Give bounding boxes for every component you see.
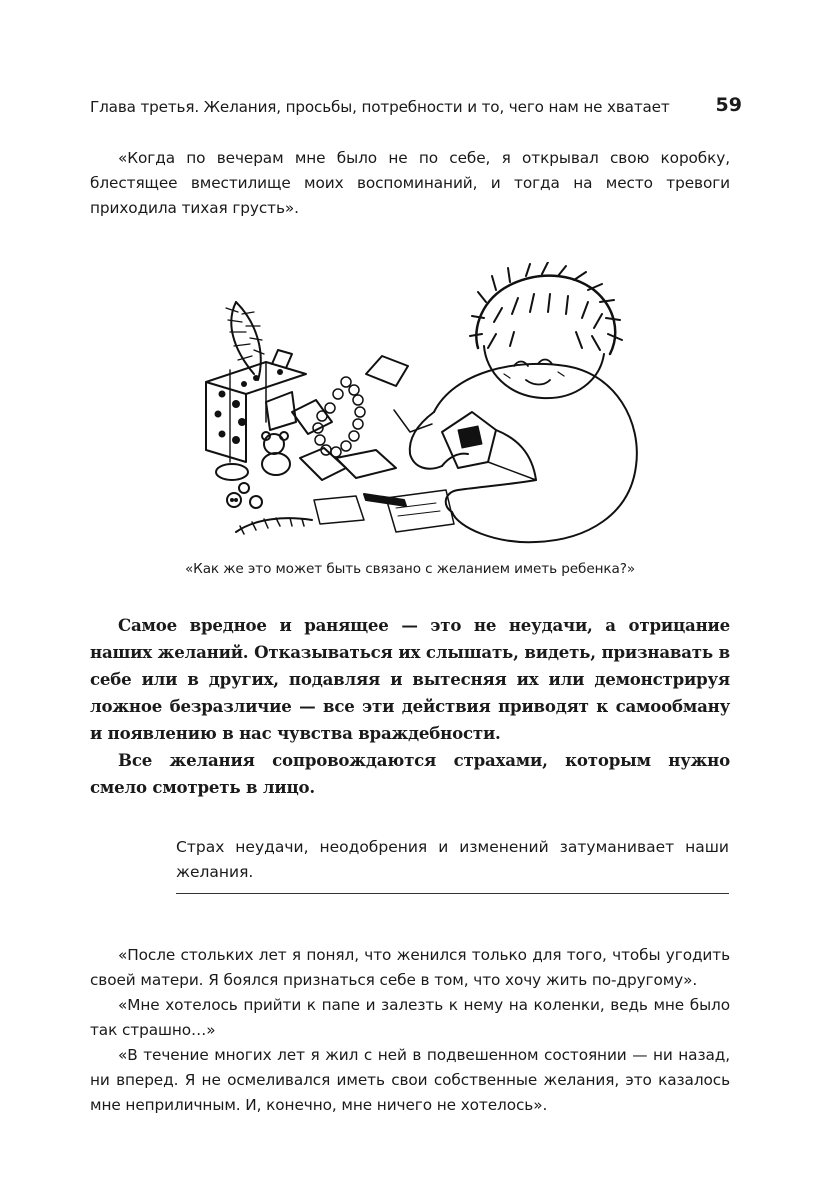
testimonials [90,943,730,1118]
chapter-title: Глава третья. Желания, просьбы, потребности и то, чего нам не хватает [90,98,670,116]
testimonial-quote: «В течение многих лет я жил с ней в подвешенном состоянии — ни назад, ни вперед. Я не осмеливался иметь свои собственные желания, это казалось мне неприличным. И, конечно, мне ничего не хотелось». [90,1046,730,1114]
testimonial-quote: «Мне хотелось прийти к папе и залезть к нему на коленки, ведь мне было так страшно…» [90,996,730,1039]
main-body [90,612,730,801]
illustration-child-with-memory-box [196,262,648,544]
opening-quote: «Когда по вечерам мне было не по себе, я открывал свою коробку, блестящее вместилище моих воспоминаний, и тогда на место тревоги приходила тихая грусть». [90,149,730,217]
body-paragraph: Все желания сопровождаются страхами, которым нужно смело смотреть в лицо. [90,750,730,797]
opening-quote-block [90,146,730,221]
page-number: 59 [715,94,742,116]
body-paragraph: Самое вредное и ранящее — это не неудачи, а отрицание наших желаний. Отказываться их слышать, видеть, признавать в себе или в других, подавляя и вытесняя их или демонстрируя ложное безразличие — все эти действия приводят к самообману и появлению в нас чувства враждебности. [90,615,730,743]
running-head [90,94,742,124]
callout-box [176,835,729,894]
figure-caption: «Как же это может быть связано с желанием иметь ребенка?» [184,561,636,577]
callout-text: Страх неудачи, неодобрения и изменений затуманивает наши желания. [176,838,729,881]
testimonial-quote: «После стольких лет я понял, что женился только для того, чтобы угодить своей матери. Я боялся признаться себе в том, что хочу жить по-другому». [90,946,730,989]
